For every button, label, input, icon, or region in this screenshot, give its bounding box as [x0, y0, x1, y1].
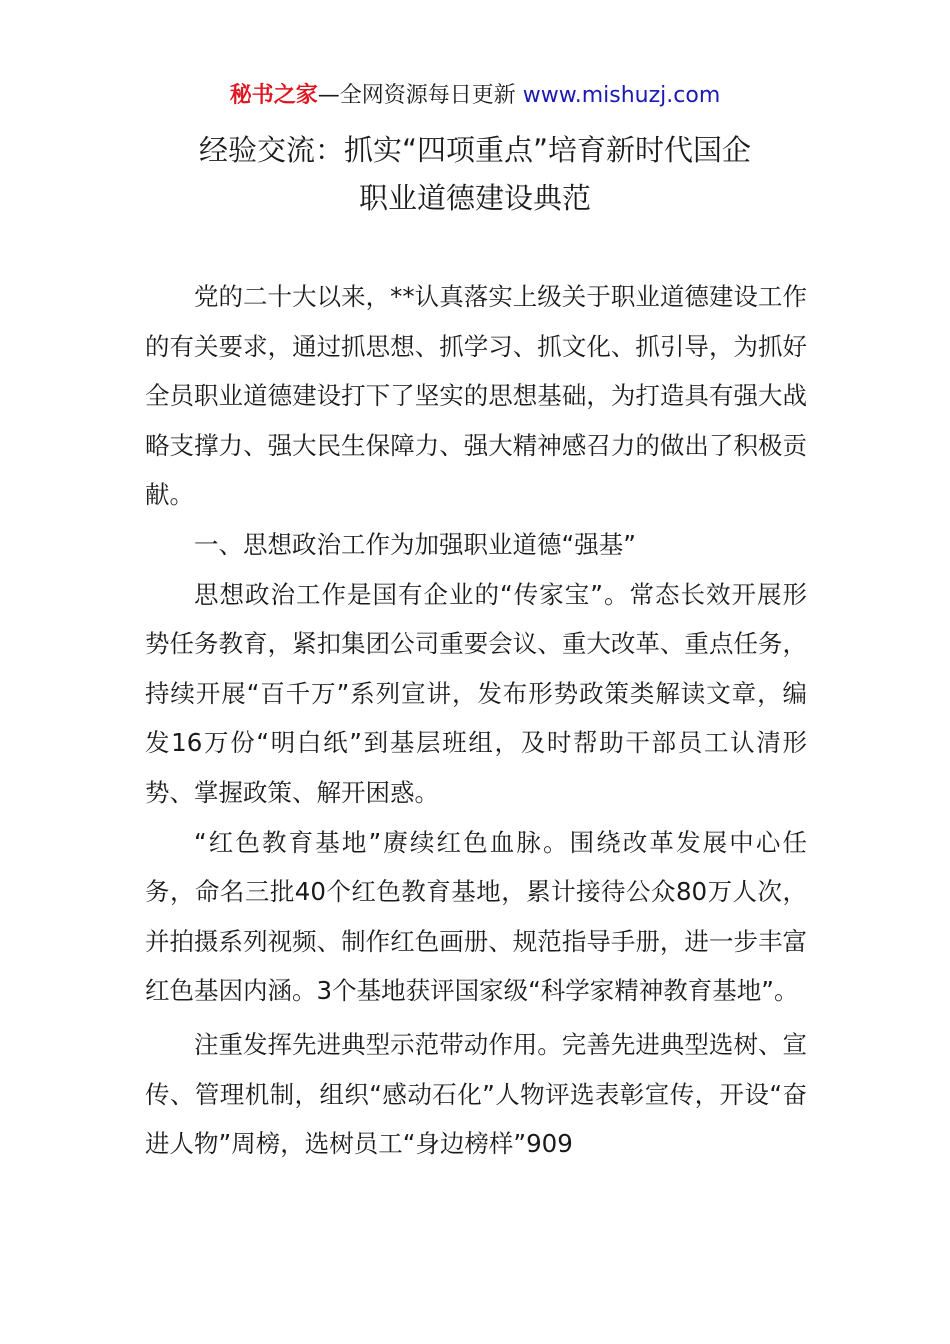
- paragraph-intro: 党的二十大以来，**认真落实上级关于职业道德建设工作的有关要求，通过抓思想、抓学习、抓文化、抓引导，为抓好全员职业道德建设打下了坚实的思想基础，为打造具有强大战略支撑力、强大民生保障力、强大精神感召力的做出了积极贡献。: [145, 282, 807, 510]
- paragraph-red-education: “红色教育基地”赓续红色血脉。围绕改革发展中心任务，命名三批40个红色教育基地，累计接待公众80万人次，并拍摄系列视频、制作红色画册、规范指导手册，进一步丰富红色基因内涵。3个基地获评国家级“科学家精神教育基地”。: [145, 827, 807, 1006]
- site-url-link[interactable]: www.mishuzj.com: [522, 83, 721, 108]
- document-title: [0, 126, 950, 222]
- title-line-1: 经验交流：抓实“四项重点”培育新时代国企: [198, 133, 752, 167]
- document-body: [145, 272, 807, 1169]
- site-header: [0, 80, 950, 112]
- brand-name: 秘书之家: [229, 83, 318, 108]
- header-tagline: —全网资源每日更新: [317, 83, 523, 108]
- title-line-2: 职业道德建设典范: [358, 181, 591, 215]
- paragraph-ideology: 思想政治工作是国有企业的“传家宝”。常态长效开展形势任务教育，紧扣集团公司重要会议、重大改革、重点任务，持续开展“百千万”系列宣讲，发布形势政策类解读文章，编发16万份“明白纸”到基层班组，及时帮助干部员工认清形势、掌握政策、解开困惑。: [145, 579, 807, 807]
- section-heading-1: 一、思想政治工作为加强职业道德“强基”: [194, 529, 636, 559]
- paragraph-role-models: 注重发挥先进典型示范带动作用。完善先进典型选树、宣传、管理机制，组织“感动石化”人物评选表彰宣传，开设“奋进人物”周榜，选树员工“身边榜样”909: [145, 1029, 807, 1159]
